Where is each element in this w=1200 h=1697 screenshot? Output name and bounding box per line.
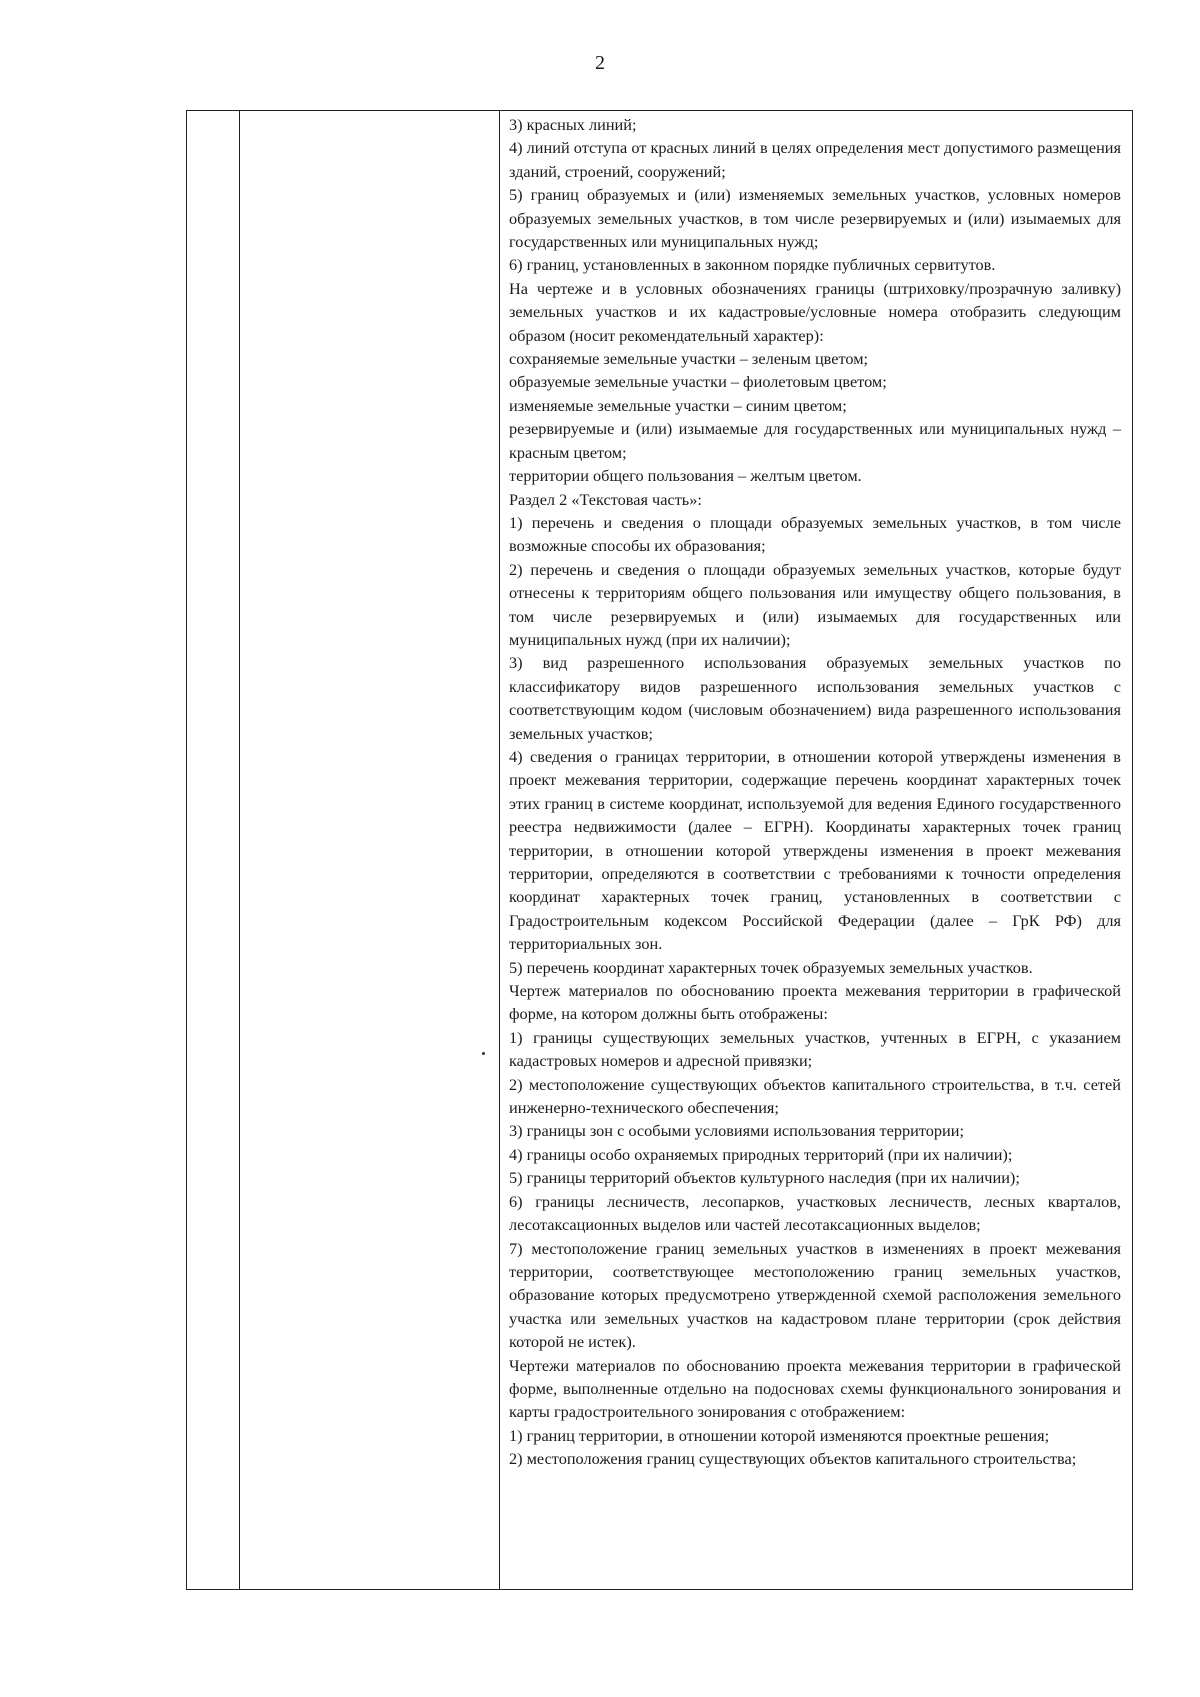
- paragraph: Чертежи материалов по обоснованию проекта межевания территории в графической форме, выполненные отдельно на подосновах схемы функционального зонирования и карты градостроительного зонирования с отображением:: [509, 1355, 1121, 1422]
- paragraph: территории общего пользования – желтым цветом.: [509, 466, 862, 486]
- paragraph: 4) линий отступа от красных линий в целях определения мест допустимого размещения зданий, строений, сооружений;: [509, 138, 1121, 181]
- column-divider-2: [499, 111, 500, 1589]
- page-number: 2: [595, 52, 605, 74]
- paragraph: 6) границы лесничеств, лесопарков, участковых лесничеств, лесных кварталов, лесотаксационных выделов или частей лесотаксационных выделов;: [509, 1191, 1121, 1235]
- paragraph: 5) границ образуемых и (или) изменяемых земельных участков, условных номеров образуемых земельных участков, в том числе резервируемых и (или) изымаемых для государственных или муниципальных нужд;: [509, 185, 1121, 252]
- paragraph: Чертеж материалов по обоснованию проекта межевания территории в графической форме, на котором должны быть отображены:: [509, 981, 1121, 1024]
- paragraph: 7) местоположение границ земельных участков в изменениях в проект межевания территории, соответствующее местоположению границ земельных участков, образование которых предусмотрено утвержденной схемой расположения земельного участка или земельных участков на кадастровом плане территории (срок действия которой не истек).: [509, 1238, 1121, 1352]
- paragraph: 3) красных линий;: [509, 115, 637, 134]
- paragraph: 4) сведения о границах территории, в отношении которой утверждены изменения в проект межевания территории, содержащие перечень координат характерных точек этих границ в системе координат, используемой для ведения Единого государственного реестра недвижимости (далее – ЕГРН). Координаты характерных точек границ территории, в отношении которой утверждены изменения в проект межевания территории, определяются в соответствии с требованиями к точности определения координат характерных точек границ, установленных в соответствии с Градостроительным кодексом Российской Федерации (далее – ГрК РФ) для территориальных зон.: [509, 746, 1121, 954]
- paragraph: 3) границы зон с особыми условиями использования территории;: [509, 1121, 964, 1141]
- paragraph: 5) границы территорий объектов культурного наследия (при их наличии);: [509, 1168, 1020, 1188]
- paragraph: На чертеже и в условных обозначениях границы (штриховку/прозрачную заливку) земельных участков и их кадастровые/условные номера отобразить следующим образом (носит рекомендательный характер):: [509, 278, 1121, 345]
- paragraph: 1) границ территории, в отношении которой изменяются проектные решения;: [509, 1425, 1050, 1445]
- paragraph: сохраняемые земельные участки – зеленым цветом;: [509, 349, 869, 369]
- paragraph: 2) перечень и сведения о площади образуемых земельных участков, которые будут отнесены к территориям общего пользования или имуществу общего пользования, в том числе резервируемых и (или) изымаемых для государственных или муниципальных нужд (при их наличии);: [509, 559, 1121, 649]
- document-table: [186, 110, 1133, 1590]
- paragraph: 4) границы особо охраняемых природных территорий (при их наличии);: [509, 1144, 1013, 1164]
- paragraph: образуемые земельные участки – фиолетовым цветом;: [509, 372, 887, 392]
- paragraph: 2) местоположения границ существующих объектов капитального строительства;: [509, 1449, 1077, 1469]
- paragraph: 1) границы существующих земельных участков, учтенных в ЕГРН, с указанием кадастровых номеров и адресной привязки;: [509, 1027, 1121, 1071]
- section-heading: Раздел 2 «Текстовая часть»:: [509, 489, 702, 509]
- paragraph: резервируемые и (или) изымаемые для государственных или муниципальных нужд – красным цветом;: [509, 419, 1121, 462]
- paragraph: 6) границ, установленных в законном порядке публичных сервитутов.: [509, 255, 996, 275]
- scan-speck: [482, 1052, 485, 1055]
- column-divider-1: [239, 111, 240, 1589]
- paragraph: 5) перечень координат характерных точек образуемых земельных участков.: [509, 957, 1033, 977]
- paragraph: 2) местоположение существующих объектов капитального строительства, в т.ч. сетей инженерно-технического обеспечения;: [509, 1074, 1121, 1118]
- requirements-text-cell: [509, 113, 1121, 1471]
- paragraph: 3) вид разрешенного использования образуемых земельных участков по классификатору видов разрешенного использования земельных участков с соответствующим кодом (числовым обозначением) вида разрешенного использования земельных участков;: [509, 653, 1121, 743]
- paragraph: изменяемые земельные участки – синим цветом;: [509, 395, 847, 415]
- paragraph: 1) перечень и сведения о площади образуемых земельных участков, в том числе возможные способы их образования;: [509, 512, 1121, 556]
